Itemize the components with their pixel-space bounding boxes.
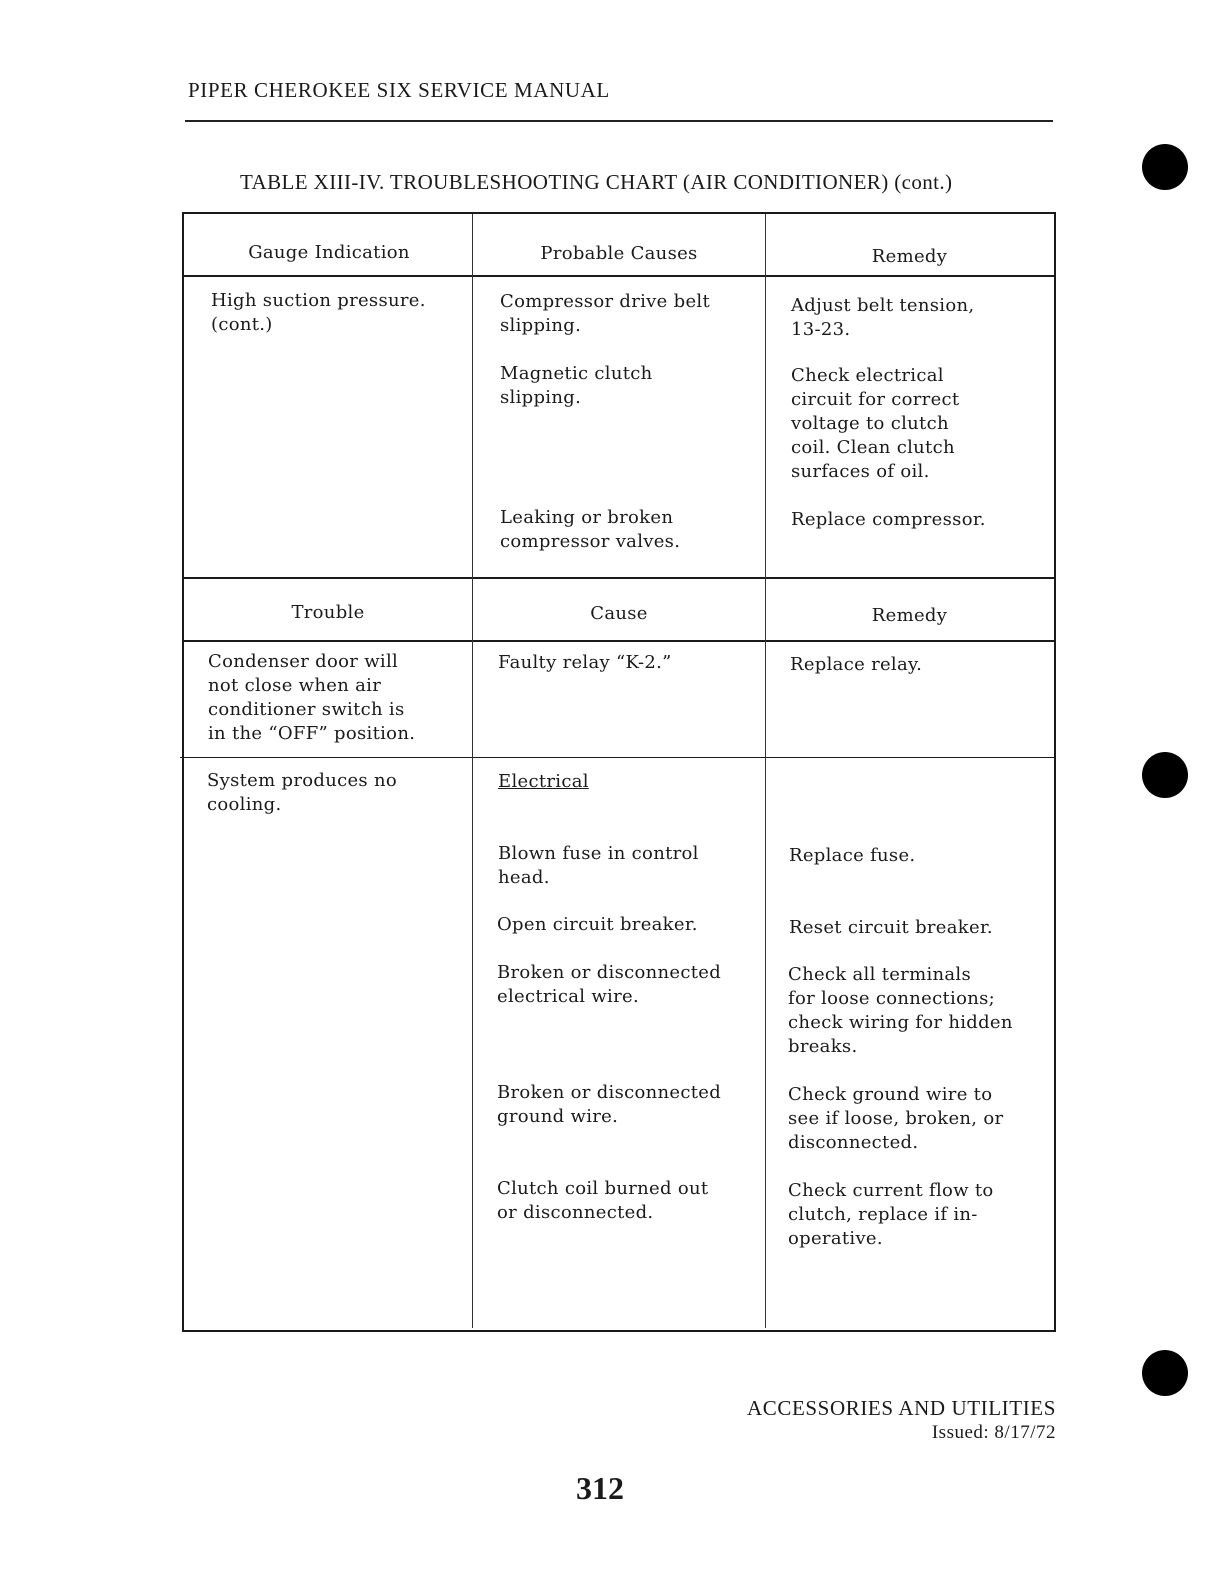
header-probable-causes: Probable Causes [540, 243, 698, 264]
cause-text: Broken or disconnected ground wire. [497, 1082, 722, 1127]
cause-text: Clutch coil burned out or disconnected. [497, 1178, 709, 1223]
cause-text: Open circuit breaker. [497, 914, 698, 935]
cause-text: Broken or disconnected electrical wire. [497, 962, 722, 1007]
cause-text: Magnetic clutch slipping. [500, 363, 653, 408]
page-header: PIPER CHEROKEE SIX SERVICE MANUAL [188, 78, 610, 102]
page-number: 312 [576, 1470, 624, 1506]
remedy-text: Check all terminals for loose connections; check wiring for hidden breaks. [788, 964, 1013, 1057]
cause-text: Blown fuse in control head. [498, 843, 699, 888]
punch-hole [1142, 144, 1188, 190]
cause-subheading: Electrical [498, 771, 589, 792]
header-rule [185, 120, 1053, 122]
table-rule [180, 757, 1054, 758]
cause-text: Faulty relay “K-2.” [498, 652, 672, 673]
remedy-text: Check current flow to clutch, replace if in- operative. [788, 1180, 994, 1249]
punch-hole [1142, 752, 1188, 798]
remedy-text: Check ground wire to see if loose, broken, or disconnected. [788, 1084, 1004, 1153]
trouble-text: Condenser door will not close when air conditioner switch is in the “OFF” position. [208, 651, 416, 744]
cause-text: Leaking or broken compressor valves. [500, 507, 681, 552]
column-rule [765, 214, 766, 1328]
footer-section-title: ACCESSORIES AND UTILITIES [746, 1396, 1056, 1420]
column-rule [472, 214, 473, 1328]
header-cause: Cause [590, 603, 648, 624]
trouble-text: System produces no cooling. [207, 770, 398, 815]
header-remedy: Remedy [871, 246, 948, 267]
remedy-text: Replace compressor. [791, 509, 986, 530]
header-gauge-indication: Gauge Indication [248, 242, 410, 263]
remedy-text: Replace fuse. [789, 845, 916, 866]
cause-text: Compressor drive belt slipping. [500, 291, 710, 336]
footer-issued-date: Issued: 8/17/72 [931, 1422, 1056, 1443]
gauge-indication: High suction pressure. (cont.) [211, 290, 426, 335]
table-title: TABLE XIII-IV. TROUBLESHOOTING CHART (AIR CONDITIONER) (cont.) [240, 170, 953, 194]
remedy-text: Check electrical circuit for correct voltage to clutch coil. Clean clutch surfaces of oil. [791, 365, 960, 482]
remedy-text: Replace relay. [790, 654, 923, 675]
table-rule [182, 640, 1054, 642]
table-rule [182, 577, 1054, 579]
header-trouble: Trouble [291, 602, 365, 623]
remedy-text: Reset circuit breaker. [789, 917, 993, 938]
punch-hole [1142, 1350, 1188, 1396]
table-rule [184, 275, 1054, 277]
header-remedy: Remedy [871, 605, 948, 626]
remedy-text: Adjust belt tension, 13-23. [791, 295, 975, 340]
